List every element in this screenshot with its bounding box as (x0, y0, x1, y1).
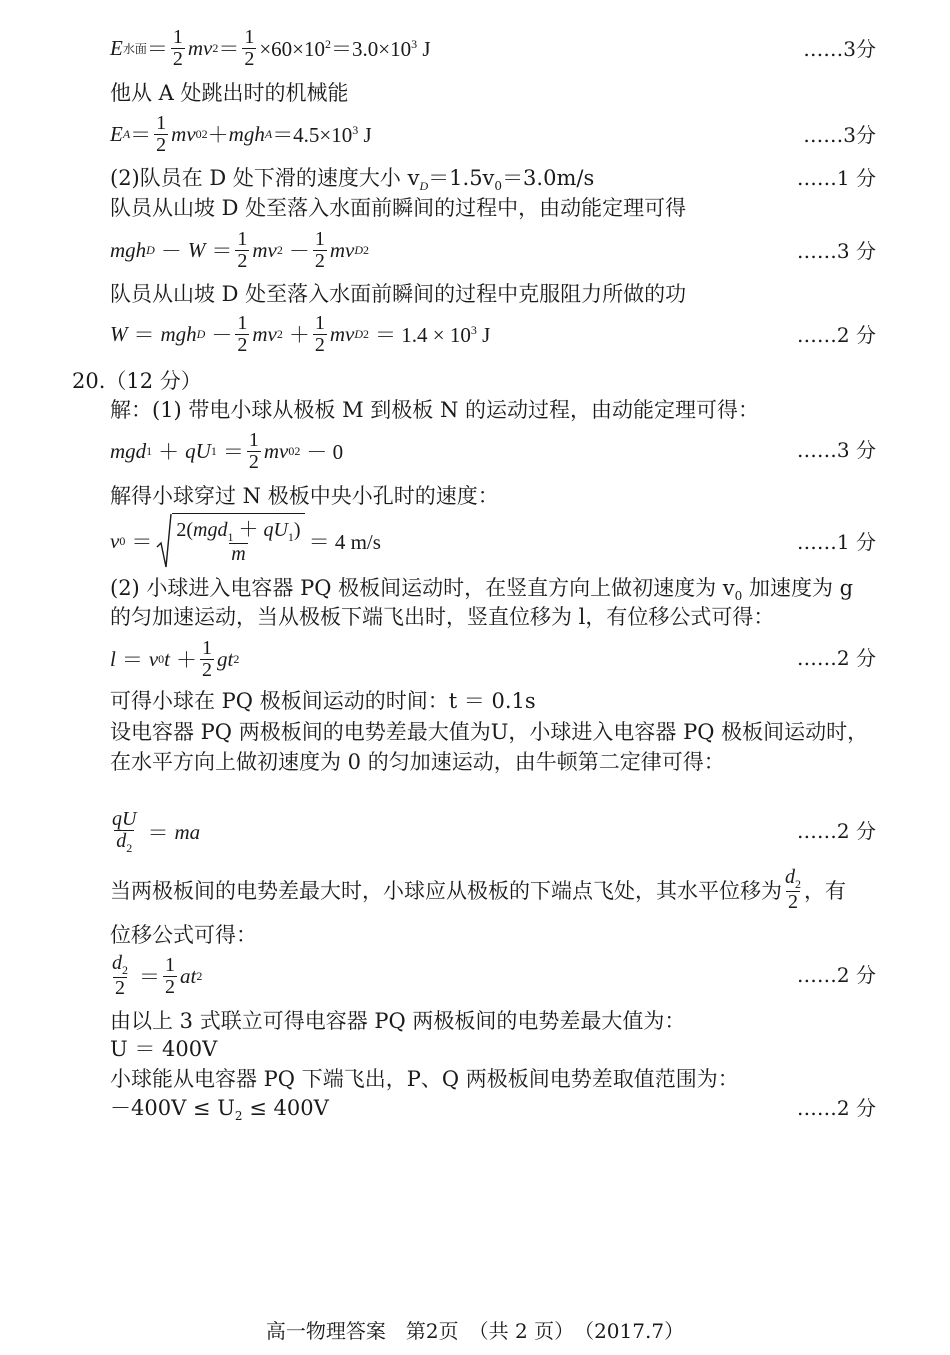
score-2: ……2 分 (796, 1096, 876, 1120)
eq-energy-mn: mgd 1 ＋ qU 1 ＝ $\frac{1}{2}$ mv 0 2 － 0 (110, 428, 344, 473)
text-sol2a-end: 加速度为 g (742, 576, 854, 600)
text-set-u: 设电容器 PQ 两极板间的电势差最大值为U，小球进入电容器 PQ 极板间运动时， (110, 720, 869, 744)
eq-mech-energy-a: E A ＝ $\frac{1}{2}$ mv 0 2 ＋ mgh A $=4.5\times 10^3$ J (110, 111, 372, 156)
text-solve-v0: 解得小球穿过 N 极板中央小孔时的速度： (110, 484, 499, 508)
question-20-header: 20.（12 分） (72, 369, 202, 393)
score-1: ……1 分 (796, 166, 876, 190)
eq-horiz-displacement: $\frac{d_2}{2}$ ＝ $\frac{1}{2}$ at 2 (112, 952, 203, 999)
text-q2-speed: (2)队员在 D 处下滑的速度大小 $v_D=1.5v_0=3.0m/s$ (110, 166, 595, 194)
text-range-eq: $-400V \le U_2 \le 400V$ (110, 1096, 329, 1124)
eq-work-energy: mgh D － W ＝ $\frac{1}{2}$ mv 2 － $\frac{1}{2}$ mv D 2 (110, 227, 370, 272)
text-range: 小球能从电容器 PQ 下端飞出，P、Q 两极板间电势差取值范围为： (110, 1067, 739, 1091)
score-2: ……2 分 (796, 819, 876, 843)
text-range-a: －400V ≤ U (110, 1096, 235, 1120)
text-mech-energy: 他从 A 处跳出时的机械能 (110, 81, 349, 105)
text-max-a-end: ，有 (804, 879, 846, 903)
score-3: ……3 分 (796, 239, 876, 263)
eq-sub-water: 水面 (122, 41, 147, 56)
text-horizontal: 在水平方向上做初速度为 0 的匀加速运动，由牛顿第二定律可得： (110, 750, 725, 774)
eq-kinetic-water: E 水面 ＝ $\frac{1}{2}$ mv 2 ＝ $\frac{1}{2}$ $\times 60\times 10^2=3.0\times 10^3$ J (110, 25, 431, 70)
text-solution-1: 解：(1) 带电小球从极板 M 到极板 N 的运动过程，由动能定理可得： (110, 398, 759, 422)
score-3: ……3 分 (796, 438, 876, 462)
text-max-a: 当两极板间的电势差最大时，小球应从极板的下端点飞处，其水平位移为 (110, 879, 782, 903)
text-q2-c: ＝3.0m/s (502, 166, 595, 190)
text-team-ke: 队员从山坡 D 处至落入水面前瞬间的过程中，由动能定理可得 (110, 196, 687, 220)
text-sol2a: (2) 小球进入电容器 PQ 极板间运动时，在竖直方向上做初速度为 v (110, 576, 735, 600)
text-max-b: 位移公式可得： (110, 923, 257, 947)
text-time: 可得小球在 PQ 极板间运动的时间：t ＝ 0.1s (110, 689, 536, 713)
text-q2-b: ＝1.5v (428, 166, 495, 190)
score-2: ……2 分 (796, 963, 876, 987)
eq-v0-sqrt: v 0 ＝ $\frac{2(mgd_1 + qU_1)}{m}$ ＝ 4 m/s (110, 512, 381, 570)
score-3: ……3分 (803, 37, 876, 61)
text-solution-2b: 的匀加速运动，当从极板下端飞出时，竖直位移为 l，有位移公式可得： (110, 605, 775, 629)
page-footer: 高一物理答案 第2页 （共 2 页） （2017.7） (265, 1319, 685, 1343)
sqrt-symbol: $\frac{2(mgd_1 + qU_1)}{m}$ (156, 513, 304, 569)
text-max-condition: 当两极板间的电势差最大时，小球应从极板的下端点飞处，其水平位移为 $\frac{d_2}{2}$ ，有 (110, 866, 846, 913)
score-1: ……1 分 (796, 530, 876, 554)
text-team-work: 队员从山坡 D 处至落入水面前瞬间的过程中克服阻力所做的功 (110, 282, 687, 306)
score-2: ……2 分 (796, 323, 876, 347)
text-q2-a: (2)队员在 D 处下滑的速度大小 v (110, 166, 420, 190)
text-combine: 由以上 3 式联立可得电容器 PQ 两极板间的电势差最大值为： (110, 1009, 686, 1033)
eq-displacement: l ＝ v 0 t ＋ $\frac{1}{2}$ gt 2 (110, 636, 240, 681)
text-range-b: ≤ 400V (242, 1096, 329, 1120)
eq-work-result: W ＝ mgh D － $\frac{1}{2}$ mv 2 ＋ $\frac{1}{2}$ mv D 2 ＝ $1.4 \times 10^3$ J (110, 311, 491, 356)
eq-newton: $\frac{qU}{d_2}$ ＝ ma (112, 808, 201, 856)
text-solution-2a: (2) 小球进入电容器 PQ 极板间运动时，在竖直方向上做初速度为 $v_0$ 加速度为 g (110, 576, 854, 604)
score-2: ……2 分 (796, 646, 876, 670)
score-3: ……3分 (803, 123, 876, 147)
text-u-400: U ＝ 400V (110, 1037, 218, 1061)
